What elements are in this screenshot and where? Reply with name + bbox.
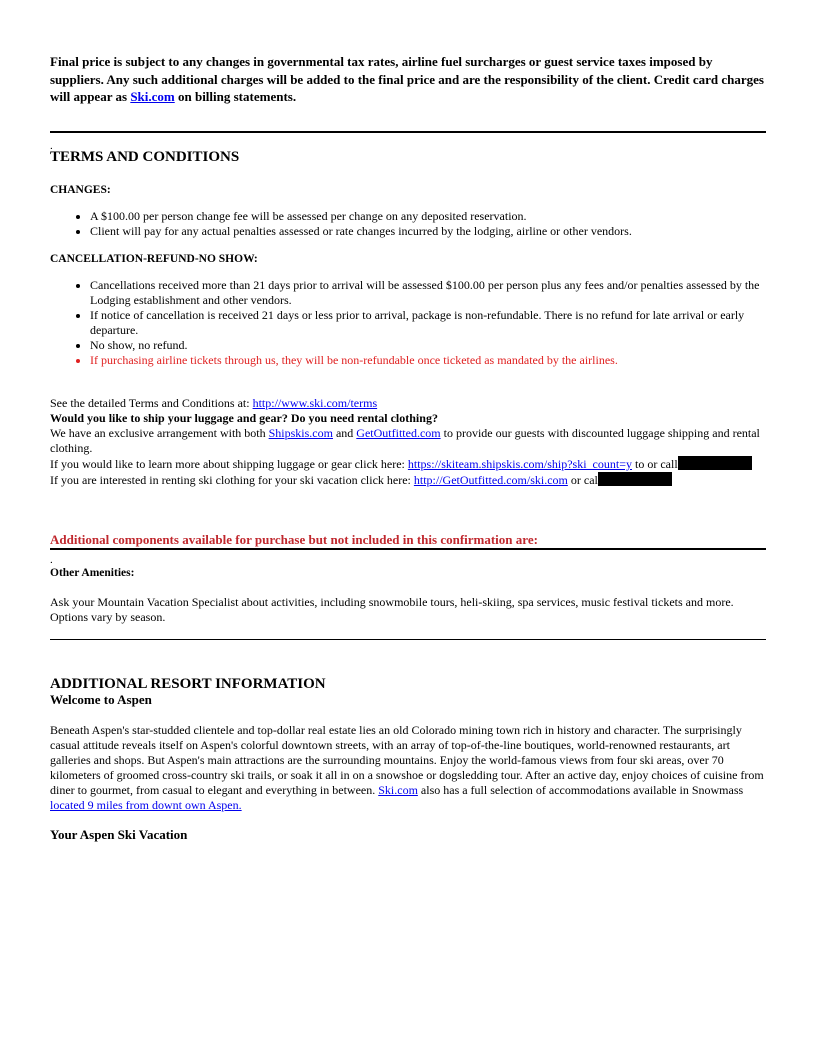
- shipskis-ship-link[interactable]: https://skiteam.shipskis.com/ship?ski_count=y: [407, 457, 632, 471]
- pricing-disclaimer: [50, 53, 766, 106]
- terms-heading: TERMS AND CONDITIONS: [50, 149, 240, 165]
- cancellation-heading: CANCELLATION-REFUND-NO SHOW:: [50, 253, 258, 265]
- snowmass-link[interactable]: located 9 miles from downt own Aspen.: [50, 798, 242, 812]
- arrangement-text: [50, 426, 766, 456]
- arrangement-and: and: [332, 426, 357, 440]
- section-divider: [50, 548, 766, 550]
- rental-line: [50, 472, 766, 488]
- shipping-line: [50, 456, 766, 472]
- redacted-phone: [598, 472, 672, 486]
- amenities-text: Ask your Mountain Vacation Specialist about activities, including snowmobile tours, heli-skiing, spa services, music festival tickets and more. Options vary by season.: [50, 595, 734, 624]
- ski-vacation-heading: Your Aspen Ski Vacation: [50, 827, 188, 842]
- resort-info-heading: ADDITIONAL RESORT INFORMATION: [50, 676, 326, 692]
- ski-com-link[interactable]: Ski.com: [378, 783, 418, 797]
- shipping-prefix: If you would like to learn more about shipping luggage or gear click here:: [50, 457, 408, 471]
- arrangement-tail: to provide our guests with discounted luggage shipping and rental clothing.: [50, 426, 760, 455]
- shipping-question: Would you like to ship your luggage and gear? Do you need rental clothing?: [50, 411, 438, 425]
- redacted-phone: [678, 456, 752, 470]
- info-block: [50, 396, 766, 488]
- getoutfitted-link[interactable]: GetOutfitted.com: [356, 426, 441, 440]
- list-item: • Cancellations received more than 21 days prior to arrival will be assessed $100.00 per person plus any fees and/or penalties assessed by the Lodging establishment and other vendors.: [90, 278, 766, 308]
- list-item: • If notice of cancellation is received 21 days or less prior to arrival, package is non-refundable. There is no refund for late arrival or early departure.: [90, 308, 766, 338]
- aspen-description-text: Beneath Aspen's star-studded clientele and top-dollar real estate lies an old Colorado mining town rich in history and character. The surprisingly casual attitude reveals itself on Aspen's colorful downtown streets, with an array of top-of-the-line boutiques, world-renowned restaurants, art galleries and shops. But Aspen's main attractions are the surrounding mountains. Enjoy the world-famous views from four ski areas, over 70 kilometers of groomed cross-country ski trails, or soak it all in on a snowshoe or dogsledding tour. After an active day, enjoy choices of cuisine from diner to gourmet, from casual to elegant and everything in between.: [50, 723, 764, 797]
- list-item-airline-warning: • If purchasing airline tickets through us, they will be non-refundable once ticketed as mandated by the airlines.: [90, 353, 766, 368]
- section-divider: [50, 131, 766, 133]
- dot-marker: .: [50, 140, 53, 152]
- getoutfitted-ski-link[interactable]: http://GetOutfitted.com/ski.com: [413, 473, 568, 487]
- aspen-description-mid: also has a full selection of accommodations available in Snowmass: [417, 783, 744, 797]
- cancellation-list: [50, 278, 766, 368]
- shipskis-link[interactable]: Shipskis.com: [268, 426, 333, 440]
- list-item: • No show, no refund.: [90, 338, 766, 353]
- arrangement-prefix: We have an exclusive arrangement with both: [50, 426, 269, 440]
- list-item: • Client will pay for any actual penalties assessed or rate changes incurred by the lodging, airline or other vendors.: [90, 224, 766, 239]
- pricing-disclaimer-tail: on billing statements.: [174, 89, 297, 104]
- changes-heading: CHANGES:: [50, 184, 111, 196]
- rental-prefix: If you are interested in renting ski clothing for your ski vacation click here:: [50, 473, 414, 487]
- amenities-heading: Other Amenities:: [50, 567, 135, 579]
- section-divider: [50, 639, 766, 640]
- dot-marker: .: [50, 554, 53, 566]
- pricing-disclaimer-text: Final price is subject to any changes in governmental tax rates, airline fuel surcharges or guest service taxes imposed by suppliers. Any such additional charges will be added to the final price and are the responsibility of the client. Credit card charges will appear as: [50, 54, 764, 104]
- rental-tail: or cal: [567, 473, 598, 487]
- terms-link[interactable]: http://www.ski.com/terms: [252, 396, 378, 410]
- aspen-description: [50, 723, 766, 813]
- additional-components-heading: Additional components available for purchase but not included in this confirmation are:: [50, 532, 538, 547]
- welcome-heading: Welcome to Aspen: [50, 692, 152, 707]
- ski-com-link[interactable]: Ski.com: [130, 89, 175, 104]
- shipping-tail: to or call: [632, 457, 678, 471]
- detailed-terms-line: [50, 396, 766, 411]
- detailed-terms-label: See the detailed Terms and Conditions at:: [50, 396, 253, 410]
- changes-list: [50, 209, 766, 239]
- list-item: • A $100.00 per person change fee will be assessed per change on any deposited reservation.: [90, 209, 766, 224]
